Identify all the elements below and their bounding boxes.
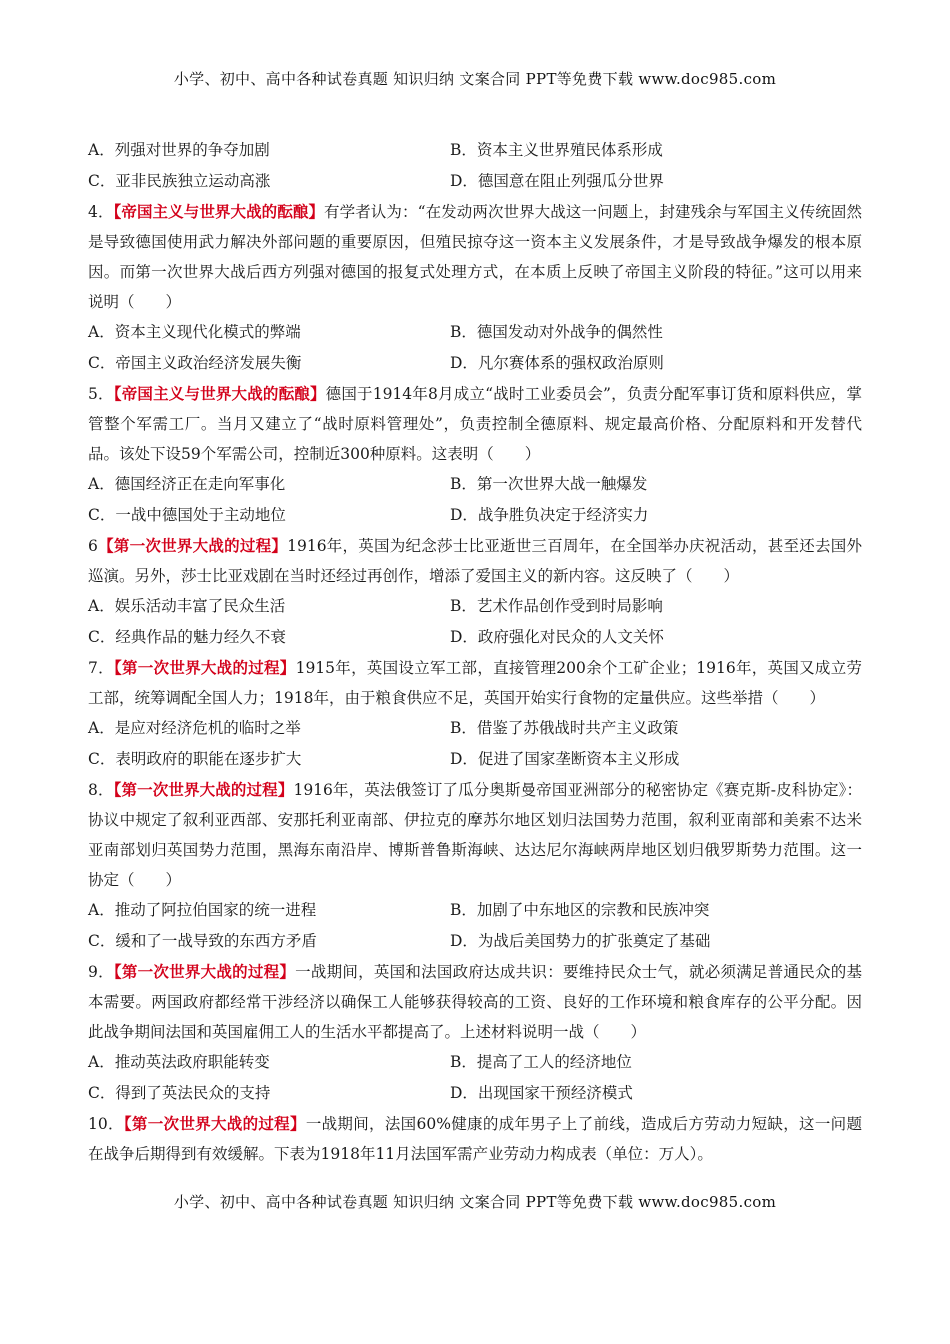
question-6-stem	[88, 531, 862, 591]
q4-options-row-1	[88, 317, 862, 348]
question-4-tag: 【帝国主义与世界大战的酝酿】	[113, 202, 325, 221]
question-9-stem	[88, 957, 862, 1047]
question-7-text: 1915年，英国设立军工部，直接管理200余个工矿企业；1916年，英国又成立劳工部，统筹调配全国人力；1918年，由于粮食供应不足，英国开始实行食物的定量供应。这些举措（ ）	[88, 659, 862, 707]
question-content	[88, 135, 862, 1169]
q3-option-d: D．德国意在阻止列强瓜分世界	[450, 172, 664, 190]
q3-option-a: A．列强对世界的争夺加剧	[88, 141, 270, 159]
q6-options-row-1	[88, 591, 862, 622]
question-10-tag: 【第一次世界大战的过程】	[123, 1114, 306, 1133]
q3-option-c: C．亚非民族独立运动高涨	[88, 172, 271, 190]
page-header: 小学、初中、高中各种试卷真题 知识归纳 文案合同 PPT等免费下载 www.doc985.com	[173, 70, 777, 88]
question-5-number: 5．	[88, 385, 114, 403]
question-8-stem	[88, 775, 862, 895]
q9-options-row-1	[88, 1047, 862, 1078]
q9-option-c: C．得到了英法民众的支持	[88, 1084, 271, 1102]
question-8-tag: 【第一次世界大战的过程】	[113, 780, 294, 799]
q5-option-d: D．战争胜负决定于经济实力	[450, 506, 649, 524]
q4-option-a: A．资本主义现代化模式的弊端	[88, 323, 301, 341]
q8-option-a: A．推动了阿拉伯国家的统一进程	[88, 901, 317, 919]
question-9-text: 一战期间，英国和法国政府达成共识：要维持民众士气，就必须满足普通民众的基本需要。两国政府都经常干涉经济以确保工人能够获得较高的工资、良好的工作环境和粮食库存的公平分配。因此战争期间法国和英国雇佣工人的生活水平都提高了。上述材料说明一战（ ）	[88, 963, 862, 1041]
q9-option-d: D．出现国家干预经济模式	[450, 1084, 633, 1102]
q7-options-row-1	[88, 713, 862, 744]
question-10-number: 10．	[88, 1115, 124, 1133]
q8-options-row-2	[88, 926, 862, 957]
q5-option-c: C．一战中德国处于主动地位	[88, 506, 286, 524]
question-10-text: 一战期间，法国60%健康的成年男子上了前线，造成后方劳动力短缺，这一问题在战争后期得到有效缓解。下表为1918年11月法国军需产业劳动力构成表（单位：万人）。	[88, 1115, 862, 1163]
q4-option-c: C．帝国主义政治经济发展失衡	[88, 354, 302, 372]
q7-option-a: A．是应对经济危机的临时之举	[88, 719, 301, 737]
question-9-tag: 【第一次世界大战的过程】	[113, 962, 296, 981]
q8-option-d: D．为战后美国势力的扩张奠定了基础	[450, 932, 711, 950]
q6-option-c: C．经典作品的魅力经久不衰	[88, 628, 286, 646]
q7-option-c: C．表明政府的职能在逐步扩大	[88, 750, 302, 768]
q5-options-row-1	[88, 469, 862, 500]
q4-option-d: D．凡尔赛体系的强权政治原则	[450, 354, 664, 372]
q6-option-b: B．艺术作品创作受到时局影响	[450, 597, 663, 615]
q8-option-c: C．缓和了一战导致的东西方矛盾	[88, 932, 317, 950]
q4-option-b: B．德国发动对外战争的偶然性	[450, 323, 663, 341]
question-7-tag: 【第一次世界大战的过程】	[113, 658, 296, 677]
q5-option-a: A．德国经济正在走向军事化	[88, 475, 286, 493]
question-5-text: 德国于1914年8月成立“战时工业委员会”，负责分配军事订货和原料供应，掌管整个军需工厂。当月又建立了“战时原料管理处”，负责控制全德原料、规定最高价格、分配原料和开发替代品。该处下设59个军需公司，控制近300种原料。这表明（ ）	[88, 385, 862, 463]
q3-options-row-2	[88, 166, 862, 197]
question-7-number: 7．	[88, 659, 114, 677]
question-4-stem	[88, 197, 862, 317]
q9-options-row-2	[88, 1078, 862, 1109]
question-5-tag: 【帝国主义与世界大战的酝酿】	[113, 384, 326, 403]
question-10-stem	[88, 1109, 862, 1169]
question-8-number: 8．	[88, 781, 114, 799]
q9-option-b: B．提高了工人的经济地位	[450, 1053, 632, 1071]
q5-options-row-2	[88, 500, 862, 531]
question-7-stem	[88, 653, 862, 713]
q7-option-b: B．借鉴了苏俄战时共产主义政策	[450, 719, 679, 737]
q7-option-d: D．促进了国家垄断资本主义形成	[450, 750, 680, 768]
page-footer: 小学、初中、高中各种试卷真题 知识归纳 文案合同 PPT等免费下载 www.doc985.com	[173, 1193, 777, 1211]
q4-options-row-2	[88, 348, 862, 379]
q9-option-a: A．推动英法政府职能转变	[88, 1053, 270, 1071]
q6-options-row-2	[88, 622, 862, 653]
q6-option-d: D．政府强化对民众的人文关怀	[450, 628, 664, 646]
question-4-text: 有学者认为：“在发动两次世界大战这一问题上，封建残余与军国主义传统固然是导致德国使用武力解决外部问题的重要原因，但殖民掠夺这一资本主义发展条件，才是导致战争爆发的根本原因。而第一次世界大战后西方列强对德国的报复式处理方式，在本质上反映了帝国主义阶段的特征。”这可以用来说明（ ）	[88, 203, 862, 311]
q8-option-b: B．加剧了中东地区的宗教和民族冲突	[450, 901, 710, 919]
question-8-text: 1916年，英法俄签订了瓜分奥斯曼帝国亚洲部分的秘密协定《赛克斯-皮科协定》：协议中规定了叙利亚西部、安那托利亚南部、伊拉克的摩苏尔地区划归法国势力范围，叙利亚南部和美索不达米亚南部划归英国势力范围，黑海东南沿岸、博斯普鲁斯海峡、达达尼尔海峡两岸地区划归俄罗斯势力范围。这一协定（ ）	[88, 781, 862, 889]
q3-option-b: B．资本主义世界殖民体系形成	[450, 141, 663, 159]
question-6-number: 6	[88, 537, 98, 555]
q6-option-a: A．娱乐活动丰富了民众生活	[88, 597, 286, 615]
question-4-number: 4．	[88, 203, 114, 221]
q5-option-b: B．第一次世界大战一触爆发	[450, 475, 648, 493]
question-6-tag: 【第一次世界大战的过程】	[97, 536, 288, 555]
question-9-number: 9．	[88, 963, 114, 981]
question-5-stem	[88, 379, 862, 469]
q3-options-row-1	[88, 135, 862, 166]
question-6-text: 1916年，英国为纪念莎士比亚逝世三百周年，在全国举办庆祝活动，甚至还去国外巡演。另外，莎士比亚戏剧在当时还经过再创作，增添了爱国主义的新内容。这反映了（ ）	[88, 537, 862, 585]
q7-options-row-2	[88, 744, 862, 775]
q8-options-row-1	[88, 895, 862, 926]
